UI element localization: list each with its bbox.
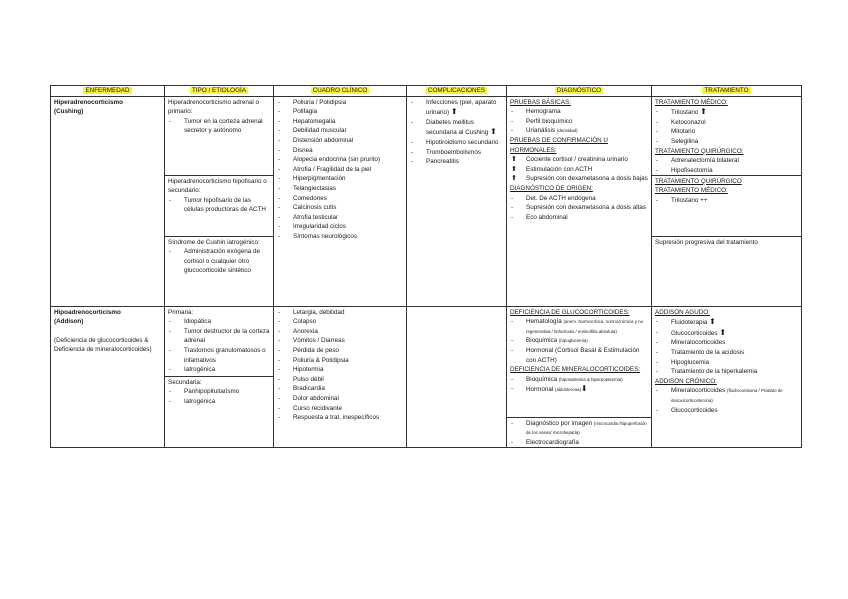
list-item: - Diagnóstico por imagen (microcardia /hipoperfusión de los vasos/ microhepatía): [510, 419, 648, 438]
list-item: - Distensión abdominal: [277, 136, 403, 146]
list-item: ⬆ Estimulación con ACTH: [510, 165, 648, 175]
list-item: - Respuesta a trat. inespecíficos: [277, 413, 403, 423]
list-item: - Mineralocorticoides (fludrocortisona / Pivalato de desoxicorticosterona): [655, 386, 798, 405]
list-item: - Hipotermia: [277, 365, 403, 375]
cushing-tipo1-list: [168, 117, 270, 136]
list-item: - Tumor en la corteza adrenal secretor y autónomo: [168, 117, 270, 136]
dx-origen-list: [510, 194, 648, 223]
list-item: - Supresión con dexametasona a dosis altas: [510, 203, 648, 213]
cushing-tratamiento-cell: [652, 96, 802, 306]
cushing-complicaciones-cell: [407, 96, 507, 306]
addison-tipo-cell: [165, 306, 274, 448]
cushing-sub: (Cushing): [54, 108, 84, 116]
arrow-up-icon: ⬆: [719, 327, 727, 337]
cushing-tipo3-title: Síndrome de Cushin iatrogénico:: [168, 238, 260, 246]
list-item: - Dolor abdominal: [277, 394, 403, 404]
list-item: - Electrocardiografía: [510, 438, 648, 448]
dx-mineral-title: DEFICIENCIA DE MINERALOCORTICOIDES:: [510, 366, 641, 374]
tx-quir-list: [655, 156, 798, 175]
list-item: - Hipofisectomía: [655, 166, 798, 176]
list-item: - Pulso débil: [277, 375, 403, 385]
addison-prim-title: Primaria:: [168, 308, 194, 316]
tx-med-list: [655, 107, 798, 146]
cushing-name: Hiperadrenocorticismo: [54, 98, 123, 106]
row-cushing: [51, 96, 802, 306]
list-item: - Tratamiento de la hiperkalemia: [655, 367, 798, 377]
list-item: - Atrofia / Fragilidad de la piel: [277, 165, 403, 175]
list-item: - Mineralocorticoides: [655, 338, 798, 348]
addison-prim-list: [168, 317, 270, 375]
row-addison: [51, 306, 802, 448]
header-diagnostico: DIAGNÓSTICO: [507, 86, 652, 97]
tx2-med-list: [655, 196, 798, 206]
list-item: - Irregularidad ciclos: [277, 222, 403, 232]
summary-table: [50, 85, 802, 448]
list-item: - Perfil bioquímico: [510, 117, 648, 127]
list-item: - Anorexia: [277, 327, 403, 337]
cushing-tipo2-title: Hiperadrenocorticismo hipofisario o secundario:: [168, 177, 267, 195]
list-item: - Comedones: [277, 194, 403, 204]
dx-origen-title: DIAGNÓSTICO DE ORIGEN:: [510, 184, 593, 192]
list-item: - Infecciones (piel, aparato urinario) ⬆: [410, 98, 503, 118]
list-item: - Det. De ACTH endógena: [510, 194, 648, 204]
dx-confirm-list: [510, 155, 648, 184]
addison-sec-title: Secundaria:: [168, 378, 202, 386]
list-item: - Trilostano ⬆: [655, 107, 798, 118]
dx-gluco-title: DEFICIENCIA DE GLUCOCORTICOIDES:: [510, 308, 630, 316]
arrow-up-icon: ⬆: [709, 317, 716, 327]
addison-sub: (Addison): [54, 318, 84, 326]
list-item: - Idiopática: [168, 317, 270, 327]
list-item: - Atrofia testicular: [277, 213, 403, 223]
list-item: - Pérdida de peso: [277, 346, 403, 356]
list-item: - Iatrogénica: [168, 397, 270, 407]
list-item: - Ketoconazol: [655, 118, 798, 128]
tx-agudo-list: [655, 317, 798, 377]
addison-clinico-list: [277, 308, 403, 423]
tx-quir-title: TRATAMIENTO QUIRÚRGICO:: [655, 147, 744, 155]
list-item: - Hemograma: [510, 107, 648, 117]
addison-sec-list: [168, 387, 270, 406]
list-item: - Urianálisis (densidad): [510, 126, 648, 136]
list-item: ⬆ Supresión con dexametasona a dosis bajas: [510, 174, 648, 184]
tx3-text: Supresión progresiva del tratamiento: [655, 238, 758, 246]
list-item: - Polifagia: [277, 107, 403, 117]
arrow-up-icon: ⬆: [490, 127, 497, 137]
header-complicaciones: COMPLICACIONES: [407, 86, 507, 97]
list-item: - Tumor hipofisario de las células productoras de ACTH: [168, 196, 270, 215]
list-item: - Poliuria / Polidipsia: [277, 98, 403, 108]
cushing-disease-cell: [51, 96, 165, 306]
dx-basicas-title: PRUEBAS BÁSICAS:: [510, 98, 571, 106]
arrow-up-icon: ⬆: [450, 107, 458, 117]
dx-mineral-list: [510, 375, 648, 395]
cushing-tipo2-list: [168, 196, 270, 215]
list-item: - Vómitos / Diarreas: [277, 336, 403, 346]
list-item: - Tratamiento de la acidosis: [655, 348, 798, 358]
list-item: - Bioquímica (hiponatremia & hiperpotasemia): [510, 375, 648, 385]
addison-diagnostico-cell: [507, 306, 652, 448]
list-item: - Alopecia endocrina (sin prurito): [277, 155, 403, 165]
list-item: - Calcinosis cutis: [277, 203, 403, 213]
list-item: - Letargia, debilidad: [277, 308, 403, 318]
list-item: - Telangiectasias: [277, 184, 403, 194]
list-item: - Adrenalectomía bilateral: [655, 156, 798, 166]
list-item: ⬆ Cociente cortisol / creatinina urinario: [510, 155, 648, 165]
list-item: - Glucocorticoides ⬆: [655, 328, 798, 339]
tx2-med-title: TRATAMIENTO MÉDICO:: [655, 187, 728, 195]
addison-disease-cell: [51, 306, 165, 448]
addison-clinico-cell: [274, 306, 407, 448]
header-row: [51, 86, 802, 97]
cushing-tipo1-title: Hiperadrenocorticismo adrenal o primario:: [168, 98, 260, 116]
list-item: - Pancreatitis: [410, 157, 503, 167]
cushing-clinico-cell: [274, 96, 407, 306]
list-item: - Hipotiroidismo secundario: [410, 138, 503, 148]
list-item: - Poliuria & Polidipsia: [277, 356, 403, 366]
addison-name: Hipoadrenocorticismo: [54, 308, 121, 316]
list-item: - Debilidad muscular: [277, 126, 403, 136]
list-item: - Disnea: [277, 146, 403, 156]
list-item: - Fluidoterapia ⬆: [655, 317, 798, 328]
list-item: - Hematología (anem. Normocrítica, normocrómica y no regenerativa / linfocitosis / eosinofilia absoluta): [510, 317, 648, 336]
cushing-clinico-list: [277, 98, 403, 242]
tx-cron-list: [655, 386, 798, 415]
cushing-tipo-cell: [165, 96, 274, 306]
cushing-diagnostico-cell: [507, 96, 652, 306]
header-tipo: TIPO / ETIOLOGÍA: [165, 86, 274, 97]
dx-confirm-title: PRUEBAS DE CONFIRMACIÓN U HORMONALES:: [510, 136, 608, 154]
dx-basicas-list: [510, 107, 648, 136]
list-item: - Diabetes mellitus secundaria al Cushing ⬆: [410, 118, 503, 138]
list-item: - Hiperpigmentación: [277, 174, 403, 184]
addison-note: (Deficiencia de glucocorticoides & Deficiencia de mineralocorticoides): [54, 336, 152, 354]
list-item: - Tromboembolismos: [410, 148, 503, 158]
list-item: - Colapso: [277, 317, 403, 327]
cushing-tipo3-list: [168, 247, 270, 276]
header-enfermedad: ENFERMEDAD: [51, 86, 165, 97]
header-tratamiento: TRATAMIENTO: [652, 86, 802, 97]
tx2-quir-title: TRATAMIENTO QUIRÚRGICO: [655, 177, 742, 185]
addison-tratamiento-cell: [652, 306, 802, 448]
tx-med-title: TRATAMIENTO MÉDICO:: [655, 98, 728, 106]
list-item: - Panhipopituitarismo: [168, 387, 270, 397]
tx-agudo-title: ADDISON AGUDO:: [655, 308, 710, 316]
list-item: - Trilostano ++: [655, 196, 798, 206]
dx-gluco-list: [510, 317, 648, 365]
list-item: - Hepatomegalia: [277, 117, 403, 127]
dx-extra-list: [510, 419, 648, 448]
list-item: - Hipoglucemia: [655, 358, 798, 368]
list-item: - Selegilina: [655, 137, 798, 147]
cushing-complicaciones-list: [410, 98, 503, 167]
list-item: - Glucocorticoides: [655, 406, 798, 416]
header-cuadro: CUADRO CLÍNICO: [274, 86, 407, 97]
list-item: - Trastornos granulomatosos o infamativos: [168, 346, 270, 365]
list-item: - Mitotano: [655, 127, 798, 137]
list-item: - Administración exógena de cortisol o cualquier otro glucocorticoide sintético: [168, 247, 270, 276]
arrow-up-icon: ⬆: [700, 107, 707, 117]
tx-cron-title: ADDISON CRÓNICO:: [655, 377, 717, 385]
list-item: - Eco abdominal: [510, 213, 648, 223]
list-item: - Hormonal (aldosterona)⬇: [510, 384, 648, 395]
list-item: - Bradicardia: [277, 384, 403, 394]
list-item: - Tumor destructor de la corteza adrenal: [168, 327, 270, 346]
list-item: - Curso recidivante: [277, 404, 403, 414]
list-item: - Bioquímica (hipoglucemia): [510, 336, 648, 346]
addison-complicaciones-cell: [407, 306, 507, 448]
list-item: - Síntomas neurológicos: [277, 232, 403, 242]
arrow-down-icon: ⬇: [580, 384, 588, 394]
list-item: - Iatrogénica: [168, 365, 270, 375]
list-item: - Hormonal (Cortisol Basal & Estimulación con ACTH): [510, 346, 648, 365]
